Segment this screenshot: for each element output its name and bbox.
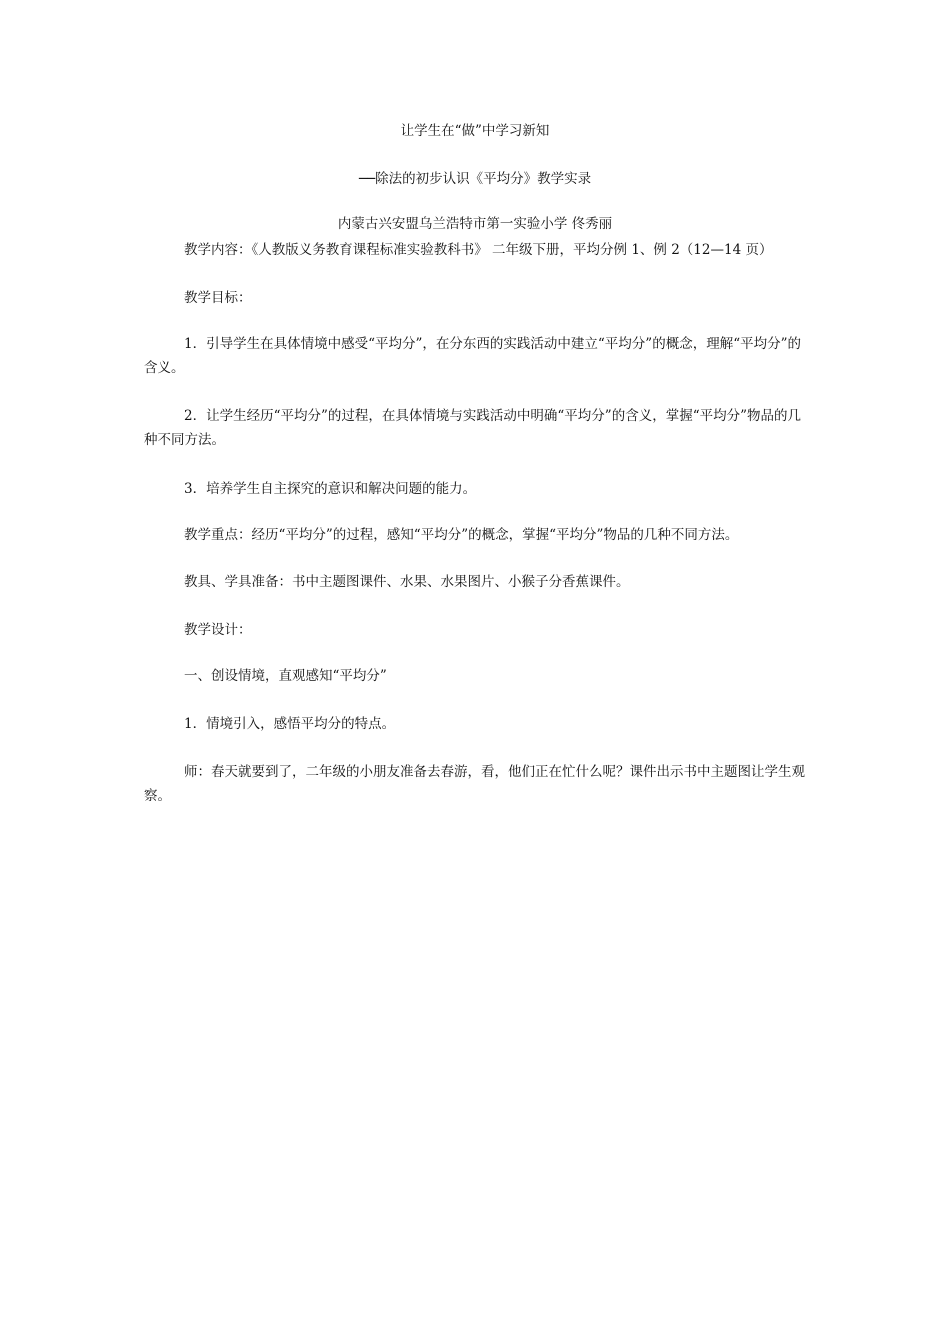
- objective-3: 3．培养学生自主探究的意识和解决问题的能力。: [184, 481, 477, 497]
- materials: 教具、学具准备：书中主题图课件、水果、水果图片、小猴子分香蕉课件。: [184, 574, 630, 590]
- objectives-heading: 教学目标：: [184, 290, 252, 306]
- design-heading: 教学设计：: [184, 622, 252, 638]
- objective-2: 2．让学生经历“平均分”的过程，在具体情境与实践活动中明确“平均分”的含义，掌握“平均分”物品的几种不同方法。: [144, 408, 801, 448]
- teaching-content: 教学内容：《人教版义务教育课程标准实验教科书》 二年级下册，平均分例 1、例 2（12—14 页）: [184, 242, 773, 258]
- teacher-line: 师：春天就要到了，二年级的小朋友准备去春游，看，他们正在忙什么呢？课件出示书中主题图让学生观察。: [144, 764, 805, 804]
- document-title: 让学生在“做”中学习新知: [400, 123, 550, 139]
- step-1: 1．情境引入，感悟平均分的特点。: [184, 716, 396, 732]
- section-1-heading: 一、创设情境，直观感知“平均分”: [184, 668, 387, 684]
- objective-1: 1．引导学生在具体情境中感受“平均分”，在分东西的实践活动中建立“平均分”的概念，理解“平均分”的含义。: [144, 336, 801, 376]
- author-line: 内蒙古兴安盟乌兰浩特市第一实验小学 佟秀丽: [337, 216, 613, 232]
- document-subtitle: ──除法的初步认识《平均分》教学实录: [358, 171, 592, 187]
- key-points: 教学重点：经历“平均分”的过程，感知“平均分”的概念，掌握“平均分”物品的几种不同方法。: [184, 527, 739, 543]
